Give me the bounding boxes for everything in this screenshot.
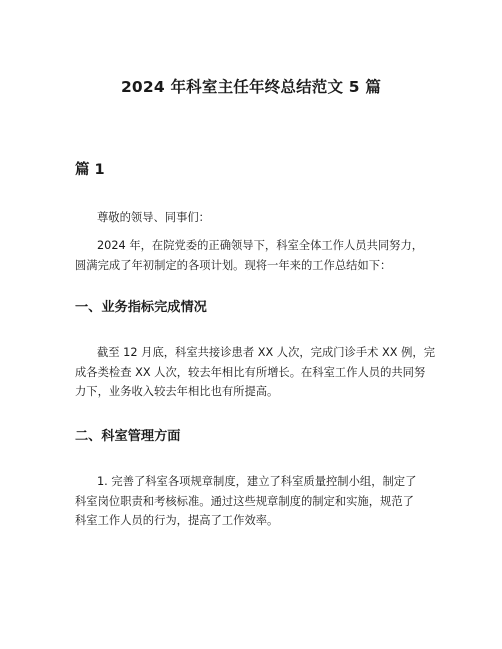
management-line-2: 科室岗位职责和考核标准。通过这些规章制度的制定和实施，规范了 bbox=[75, 494, 414, 508]
metrics-line-3: 力下，业务收入较去年相比也有所提高。 bbox=[75, 385, 279, 398]
metrics-line-2: 成各类检查 XX 人次，较去年相比有所增长。在科室工作人员的共同努 bbox=[75, 365, 426, 379]
greeting-text: 尊敬的领导、同事们： bbox=[97, 211, 210, 224]
heading-department-management: 二、科室管理方面 bbox=[75, 429, 181, 444]
intro-line-2: 圆满完成了年初制定的各项计划。现将一年来的工作总结如下： bbox=[75, 258, 392, 272]
metrics-line-1: 截至 12 月底，科室共接诊患者 XX 人次，完成门诊手术 XX 例，完 bbox=[97, 346, 436, 359]
greeting-paragraph bbox=[75, 208, 431, 228]
management-line-1: 1. 完善了科室各项规章制度，建立了科室质量控制小组，制定了 bbox=[97, 475, 417, 488]
business-metrics-paragraph bbox=[75, 343, 436, 402]
heading-business-metrics: 一、业务指标完成情况 bbox=[75, 300, 207, 315]
section-title: 篇 1 bbox=[75, 162, 105, 178]
intro-line-1: 2024 年，在院党委的正确领导下，科室全体工作人员共同努力， bbox=[97, 239, 424, 252]
management-paragraph bbox=[75, 472, 431, 531]
management-line-3: 科室工作人员的行为，提高了工作效率。 bbox=[75, 514, 279, 527]
intro-paragraph bbox=[75, 236, 431, 275]
document-title: 2024 年科室主任年终总结范文 5 篇 bbox=[120, 78, 382, 96]
